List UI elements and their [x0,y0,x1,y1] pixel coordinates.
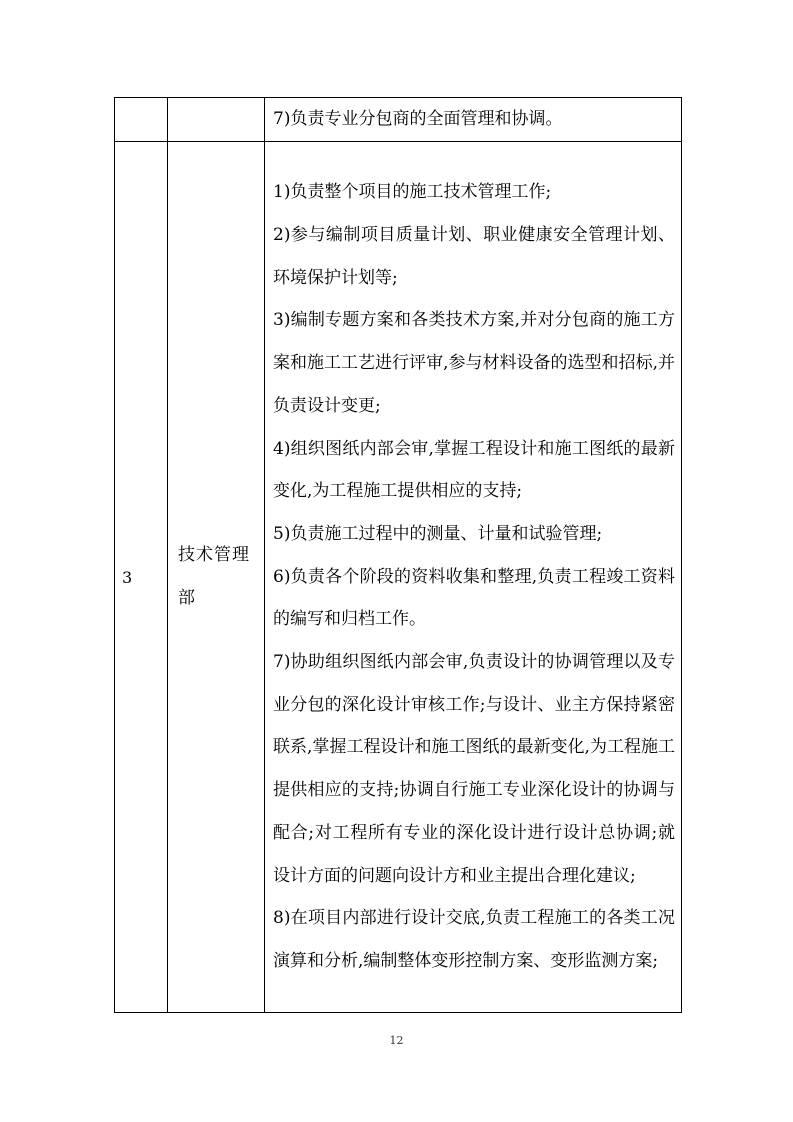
duty-cell [265,142,682,1013]
row-number-cell: 3 [115,142,168,1013]
duty-item: 7)协助组织图纸内部会审,负责设计的协调管理以及专业分包的深化设计审核工作;与设计、业主方保持紧密联系,掌握工程设计和施工图纸的最新变化,为工程施工提供相应的支持;协调自行施工专业深化设计的协调与配合;对工程所有专业的深化设计进行设计总协调;就设计方面的问题向设计方和业主提出合理化建议; [273,652,675,886]
table-row [115,98,682,142]
duty-item: 3)编制专题方案和各类技术方案,并对分包商的施工方案和施工工艺进行评审,参与材料设备的选型和招标,并负责设计变更; [273,310,675,416]
duty-item: 1)负责整个项目的施工技术管理工作; [273,182,552,203]
department-cell [168,98,265,142]
page-number: 12 [389,1034,404,1047]
duty-item: 6)负责各个阶段的资料收集和整理,负责工程竣工资料的编写和归档工作。 [273,566,675,630]
table-row [115,142,682,1013]
responsibility-table [114,97,682,1013]
row-number-cell [115,98,168,142]
duty-item: 5)负责施工过程中的测量、计量和试验管理; [273,523,603,544]
duty-item: 2)参与编制项目质量计划、职业健康安全管理计划、环境保护计划等; [273,225,675,288]
duty-item: 4)组织图纸内部会审,掌握工程设计和施工图纸的最新变化,为工程施工提供相应的支持; [273,438,675,502]
duty-cell: 7)负责专业分包商的全面管理和协调。 [265,98,682,142]
duty-item: 8)在项目内部进行设计交底,负责工程施工的各类工况演算和分析,编制整体变形控制方案、变形监测方案; [273,908,675,971]
department-cell: 技术管理部 [168,142,265,1013]
